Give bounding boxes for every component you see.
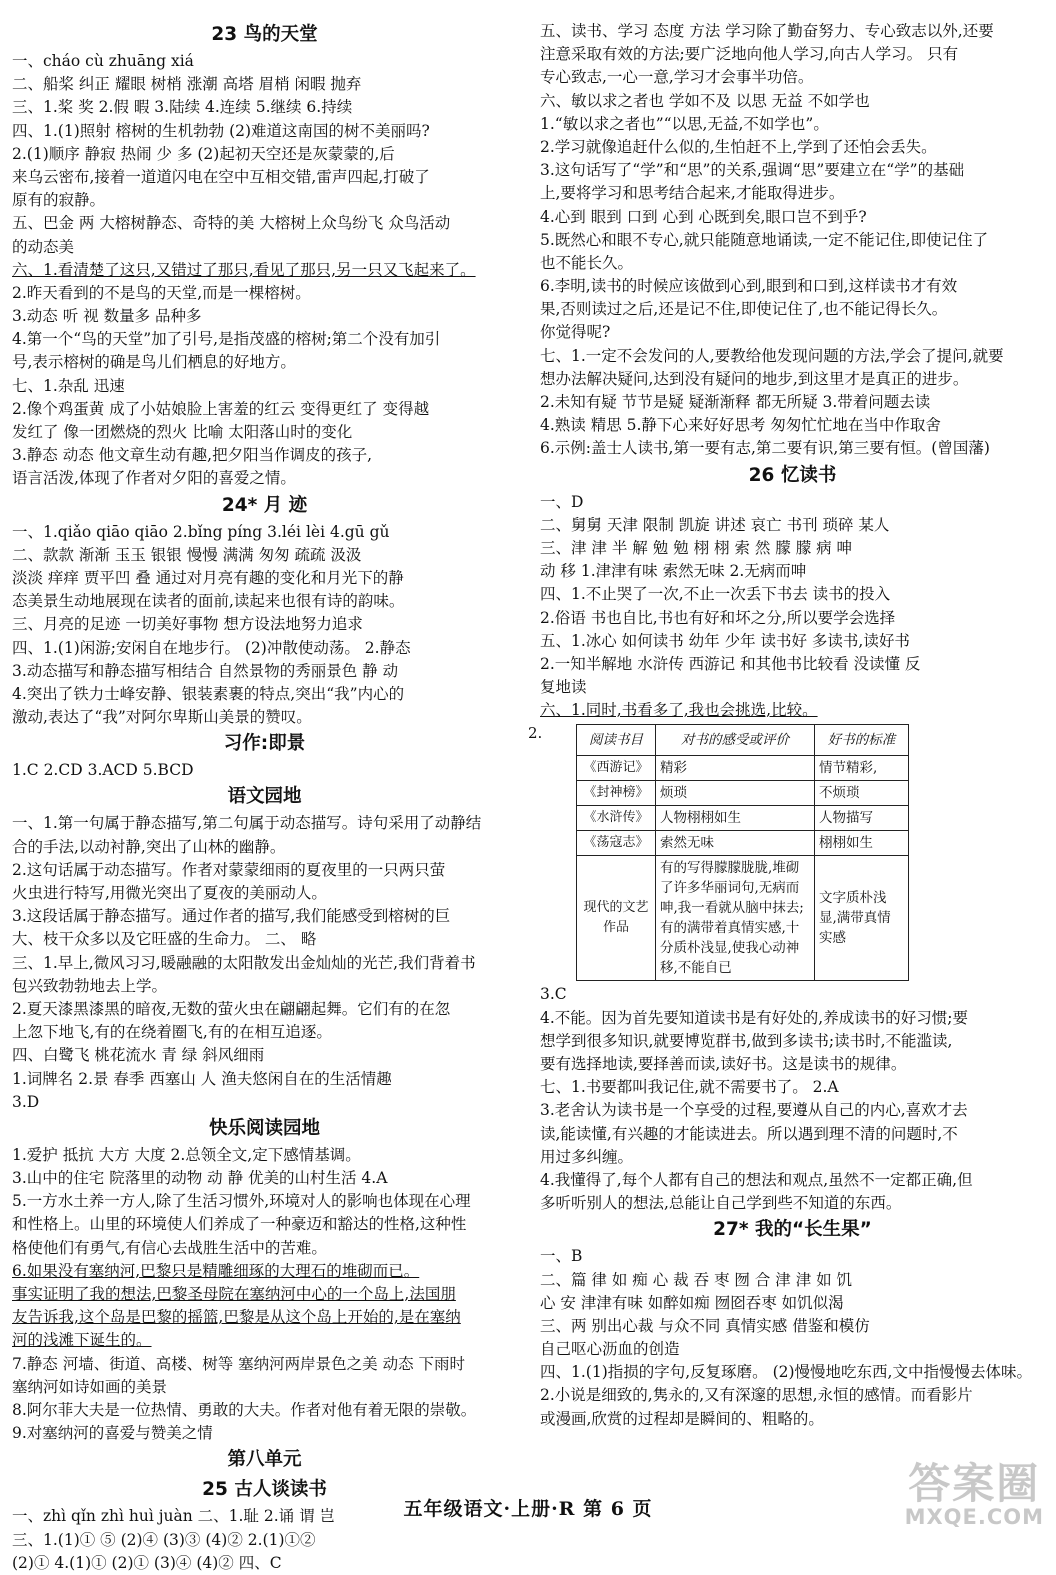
answer-line: 2.学习就像追赶什么似的,生怕赶不上,学到了还怕会丢失。 (540, 137, 937, 156)
answer-line: 一、zhì qǐn zhì huì juàn 二、1.耻 2.诵 谓 岂 (12, 1507, 336, 1526)
answer-line: 也不能长久。 (540, 253, 634, 272)
answer-line: 4.突出了铁力士峰安静、银装素裹的特点,突出“我”内心的 (12, 684, 405, 703)
answer-line: 河的浅滩下诞生的。 (12, 1331, 152, 1350)
answer-line: 4.熟读 精思 5.静下心来好好思考 匆匆忙忙地在当中作取舍 (540, 416, 941, 435)
answer-line: 2.一知半解地 水浒传 西游记 和其他书比较看 没读懂 反 (540, 654, 921, 673)
table-cell: 栩栩如生 (815, 831, 909, 856)
answer-line: 三、两 别出心裁 与众不同 真情实感 借鉴和模仿 (540, 1316, 870, 1335)
answer-line: 友告诉我,这个岛是巴黎的摇篮,巴黎是从这个岛上开始的,是在塞纳 (12, 1308, 461, 1327)
section-heading: 语文园地 (227, 786, 302, 808)
answer-line: 3.这句话写了“学”和“思”的关系,强调“思”要建立在“学”的基础 (540, 161, 965, 180)
right-column-top (540, 20, 1045, 722)
section-heading: 第八单元 (227, 1449, 302, 1471)
answer-line: 发红了 像一团燃烧的烈火 比喻 太阳落山时的变化 (12, 423, 353, 441)
table-row (577, 781, 909, 806)
answer-line: 语言活泼,体现了作者对夕阳的喜爱之情。 (12, 469, 296, 488)
answer-line: 六、1.同时,书看多了,我也会挑选,比较。 (540, 701, 818, 720)
watermark-top: 答案圈 (908, 1459, 1041, 1508)
answer-line: 火虫进行特写,用微光突出了夏夜的美丽动人。 (12, 884, 327, 902)
table-cell: 《封神榜》 (577, 781, 656, 806)
answer-line: 2.小说是细致的,隽永的,又有深邃的思想,永恒的感情。而看影片 (540, 1386, 973, 1405)
right-column (528, 20, 1045, 1431)
table-row (577, 856, 909, 981)
answer-line: 想办法解决疑问,达到没有疑问的地步,到这里才是真正的进步。 (540, 369, 969, 388)
answer-line: 四、白鹭飞 桃花流水 青 绿 斜风细雨 (12, 1046, 265, 1065)
answer-line: 1.爱护 抵抗 大方 大度 2.总领全文,定下感情基调。 (12, 1145, 361, 1164)
reading-table (576, 724, 909, 981)
answer-line: 五、1.冰心 如何读书 幼年 少年 读书好 多读书,读好书 (540, 631, 910, 650)
table-cell: 《西游记》 (577, 756, 656, 781)
section-heading: 26 忆读书 (748, 464, 837, 486)
section-heading: 27* 我的“长生果” (713, 1219, 872, 1241)
answer-line: 2.未知有疑 节节是疑 疑渐渐释 都无所疑 3.带着问题去读 (540, 393, 931, 411)
answer-line: (2)① 4.(1)① (2)① (3)④ (4)② 四、C (12, 1553, 282, 1572)
answer-line: 来乌云密布,接着一道道闪电在空中互相交错,雷声四起,打破了 (12, 167, 430, 186)
answer-line: 3.这段话属于静态描写。通过作者的描写,我们能感受到榕树的巨 (12, 907, 451, 926)
answer-line: 1.词牌名 2.景 春季 西塞山 人 渔夫悠闲自在的生活情趣 (12, 1069, 392, 1088)
table-cell: 索然无味 (656, 831, 815, 856)
answer-line: 1.“敏以求之者也”“以思,无益,不如学也”。 (540, 114, 829, 133)
answer-line: 4.我懂得了,每个人都有自己的想法和观点,虽然不一定都正确,但 (540, 1170, 973, 1189)
answer-line: 一、cháo cù zhuāng xiá (12, 52, 194, 70)
answer-line: 4.第一个“鸟的天堂”加了引号,是指茂盛的榕树;第二个没有加引 (12, 330, 441, 349)
answer-line: 态美景生动地展现在读者的面前,读起来也很有诗的韵味。 (12, 592, 405, 611)
answer-line: 一、1.qiǎo qiāo qiāo 2.bǐng píng 3.léi lèi 4.gū gǔ (12, 522, 390, 541)
answer-line: 三、1.(1)① ⑤ (2)④ (3)③ (4)② 2.(1)①② (12, 1530, 316, 1549)
answer-line: 一、D (540, 492, 584, 511)
answer-line: 你觉得呢? (540, 323, 611, 342)
left-column (12, 20, 517, 1575)
answer-line: 5.一方水土养一方人,除了生活习惯外,环境对人的影响也体现在心理 (12, 1192, 471, 1211)
table-row (577, 756, 909, 781)
answer-line: 6.示例:盖士人读书,第一要有志,第二要有识,第三要有恒。(曾国藩) (540, 439, 990, 458)
table-cell: 有的写得朦朦胧胧,堆砌了许多华丽词句,无病而呻,我一看就从脑中抹去;有的满带着真情实感,十分质朴浅显,使我心动神移,不能自已 (656, 856, 815, 981)
answer-line: 2.(1)顺序 静寂 热闹 少 多 (2)起初天空还是灰蒙蒙的,后 (12, 144, 395, 163)
answer-line: 和性格上。山里的环境使人们养成了一种豪迈和豁达的性格,这种性 (12, 1215, 467, 1234)
answer-line: 一、1.第一句属于静态描写,第二句属于动态描写。诗句采用了动静结 (12, 814, 482, 833)
answer-line: 用过多纠缠。 (540, 1147, 634, 1166)
answer-line: 复地读 (540, 678, 587, 697)
answer-line: 七、1.杂乱 迅速 (12, 376, 125, 395)
page-footer: 五年级语文·上册·R 第 6 页 (403, 1498, 653, 1520)
table-header: 阅读书目 (577, 725, 656, 756)
answer-line: 2.这句话属于动态描写。作者对蒙蒙细雨的夏夜里的一只两只萤 (12, 860, 446, 879)
answer-line: 3.动态 听 视 数量多 品种多 (12, 307, 202, 326)
answer-line: 心 安 津津有味 如醉如痴 囫囵吞枣 如饥似渴 (540, 1293, 844, 1312)
table-cell: 人物描写 (815, 806, 909, 831)
table-cell: 文字质朴浅显,满带真情实感 (815, 856, 909, 981)
answer-line: 3.老舍认为读书是一个享受的过程,要遵从自己的内心,喜欢才去 (540, 1101, 968, 1120)
answer-line: 3.C (540, 985, 567, 1004)
answer-line: 1.C 2.CD 3.ACD 5.BCD (12, 761, 194, 780)
table-cell: 精彩 (656, 756, 815, 781)
answer-line: 3.静态 动态 他文章生动有趣,把夕阳当作调皮的孩子, (12, 446, 372, 465)
answer-line: 上忽下地飞,有的在绕着圈飞,有的在相互追逐。 (12, 1023, 332, 1042)
table-cell: 情节精彩, (815, 756, 909, 781)
table-header: 好书的标准 (815, 725, 909, 756)
section-heading: 25 古人谈读书 (202, 1479, 327, 1501)
answer-line: 读,能读懂,有兴趣的才能读进去。所以遇到理不清的问题时,不 (540, 1124, 958, 1143)
answer-line: 格使他们有勇气,有信心去战胜生活中的苦难。 (12, 1238, 327, 1257)
answer-line: 包兴致勃勃地去上学。 (12, 976, 168, 995)
answer-line: 2.俗语 书也自比,书也有好和坏之分,所以要学会选择 (540, 608, 896, 627)
answer-line: 3.山中的住宅 院落里的动物 动 静 优美的山村生活 4.A (12, 1169, 388, 1188)
section-heading: 24* 月 迹 (221, 494, 308, 516)
answer-line: 2.夏天漆黑漆黑的暗夜,无数的萤火虫在翩翩起舞。它们有的在忽 (12, 999, 451, 1018)
answer-line: 三、津 津 半 解 勉 勉 栩 栩 索 然 朦 朦 病 呻 (540, 538, 853, 557)
answer-line: 淡淡 痒痒 贾平凹 叠 通过对月亮有趣的变化和月光下的静 (12, 568, 404, 587)
answer-line: 果,否则读过之后,还是记不住,即使记住了,也不能记得长久。 (540, 300, 948, 319)
answer-line: 8.阿尔菲大夫是一位热情、勇敢的大夫。作者对他有着无限的崇敬。 (12, 1400, 477, 1419)
answer-line: 动 移 1.津津有味 索然无味 2.无病而呻 (540, 562, 807, 581)
answer-line: 五、读书、学习 态度 方法 学习除了勤奋努力、专心致志以外,还要 (540, 22, 994, 40)
table-cell: 现代的文艺作品 (577, 856, 656, 981)
table-cell: 人物栩栩如生 (656, 806, 815, 831)
answer-line: 五、巴金 两 大榕树静态、奇特的美 大榕树上众鸟纷飞 众鸟活动 (12, 214, 451, 233)
answer-line: 或漫画,欣赏的过程却是瞬间的、粗略的。 (540, 1409, 824, 1428)
answer-line: 7.静态 河墙、街道、高楼、树等 塞纳河两岸景色之美 动态 下雨时 (12, 1354, 465, 1373)
section-heading: 习作:即景 (223, 733, 306, 755)
answer-line: 3.动态描写和静态描写相结合 自然景物的秀丽景色 静 动 (12, 661, 399, 680)
answer-line: 注意采取有效的方法;要广泛地向他人学习,向古人学习。 只有 (540, 45, 959, 64)
table-header-row (577, 725, 909, 756)
table-cell: 烦琐 (656, 781, 815, 806)
answer-line: 七、1.书要都叫我记住,就不需要书了。 2.A (540, 1078, 839, 1097)
table-row (577, 831, 909, 856)
answer-line: 的动态美 (12, 237, 75, 256)
section-heading: 快乐阅读园地 (208, 1117, 320, 1139)
table-header: 对书的感受或评价 (656, 725, 815, 756)
answer-line: 专心致志,一心一意,学习才会事半功倍。 (540, 68, 814, 87)
answer-line: 大、枝干众多以及它旺盛的生命力。 二、 略 (12, 930, 317, 949)
answer-line: 三、1.桨 奖 2.假 暇 3.陆续 4.连续 5.继续 6.持续 (12, 98, 353, 117)
table-row-label: 2. (528, 724, 543, 743)
answer-line: 2.像个鸡蛋黄 成了小姑娘脸上害羞的红云 变得更红了 变得越 (12, 399, 430, 418)
answer-line: 4.心到 眼到 口到 心到 心既到矣,眼口岂不到乎? (540, 207, 867, 226)
answer-line: 6.李明,读书的时候应该做到心到,眼到和口到,这样读书才有效 (540, 277, 958, 296)
answer-line: 想学到很多知识,就要博览群书,做到多读书;读书时,不能滥读, (540, 1031, 953, 1050)
answer-line: 二、款款 渐渐 玉玉 银银 慢慢 满满 匆匆 疏疏 汲汲 (12, 545, 362, 564)
answer-line: 上,要将学习和思考结合起来,才能取得进步。 (540, 184, 845, 203)
answer-line: 合的手法,以动衬静,突出了山林的幽静。 (12, 837, 286, 856)
table-cell: 《水浒传》 (577, 806, 656, 831)
table-cell: 不烦琐 (815, 781, 909, 806)
right-column-bottom (540, 983, 1045, 1430)
table-row (577, 806, 909, 831)
answer-line: 要有选择地读,要择善而读,读好书。这是读书的规律。 (540, 1055, 907, 1073)
answer-line: 七、1.一定不会发问的人,要教给他发现问题的方法,学会了提问,就要 (540, 346, 1004, 365)
answer-line: 3.D (12, 1092, 40, 1111)
answer-line: 激动,表达了“我”对阿尔卑斯山美景的赞叹。 (12, 708, 312, 727)
answer-line: 二、篇 律 如 痴 心 裁 吞 枣 囫 合 津 津 如 饥 (540, 1270, 853, 1289)
answer-line: 6.如果没有塞纳河,巴黎只是精雕细琢的大理石的堆砌而已。 (12, 1261, 420, 1280)
reading-table-wrap (528, 724, 1045, 981)
answer-line: 一、B (540, 1247, 583, 1266)
answer-line: 9.对塞纳河的喜爱与赞美之情 (12, 1424, 213, 1443)
answer-line: 二、船桨 纠正 耀眼 树梢 涨潮 高塔 眉梢 闲暇 抛弃 (12, 75, 362, 94)
answer-line: 自己呕心沥血的创造 (540, 1340, 680, 1359)
answer-line: 六、1.看清楚了这只,又错过了那只,看见了那只,另一只又飞起来了。 (12, 260, 476, 279)
answer-line: 四、1.不止哭了一次,不止一次丢下书去 读书的投入 (540, 585, 891, 604)
answer-line: 多听听别人的想法,总能让自己学到些不知道的东西。 (540, 1194, 902, 1213)
answer-line: 4.不能。因为首先要知道读书是有好处的,养成读书的好习惯;要 (540, 1008, 968, 1027)
answer-line: 二、舅舅 天津 限制 凯旋 讲述 哀亡 书刊 琐碎 某人 (540, 515, 890, 534)
answer-line: 2.昨天看到的不是鸟的天堂,而是一棵榕树。 (12, 283, 311, 302)
answer-line: 塞纳河如诗如画的美景 (12, 1377, 168, 1396)
watermark-logo (904, 1459, 1044, 1529)
answer-line: 原有的寂静。 (12, 191, 106, 210)
answer-line: 四、1.(1)照射 榕树的生机勃勃 (2)难道这南国的树不美丽吗? (12, 121, 430, 140)
answer-line: 四、1.(1)闲游;安闲自在地步行。 (2)冲散使动荡。 2.静态 (12, 638, 411, 657)
answer-line: 号,表示榕树的确是鸟儿们栖息的好地方。 (12, 353, 296, 372)
answer-line: 六、敏以求之者也 学如不及 以思 无益 不如学也 (540, 91, 870, 110)
answer-line: 事实证明了我的想法,巴黎圣母院在塞纳河中心的一个岛上,法国朋 (12, 1285, 456, 1303)
answer-line: 四、1.(1)指损的字句,反复琢磨。 (2)慢慢地吃东西,文中指慢慢去体味。 (540, 1363, 1032, 1382)
table-cell: 《荡寇志》 (577, 831, 656, 856)
answer-line: 三、月亮的足迹 一切美好事物 想方设法地努力追求 (12, 615, 363, 634)
section-heading: 23 鸟的天堂 (211, 24, 318, 45)
watermark-bottom: MXQE.COM (904, 1505, 1044, 1529)
answer-line: 三、1.早上,微风习习,暖融融的太阳散发出金灿灿的光芒,我们背着书 (12, 953, 476, 972)
answer-line: 5.既然心和眼不专心,就只能随意地诵读,一定不能记住,即使记住了 (540, 230, 989, 249)
